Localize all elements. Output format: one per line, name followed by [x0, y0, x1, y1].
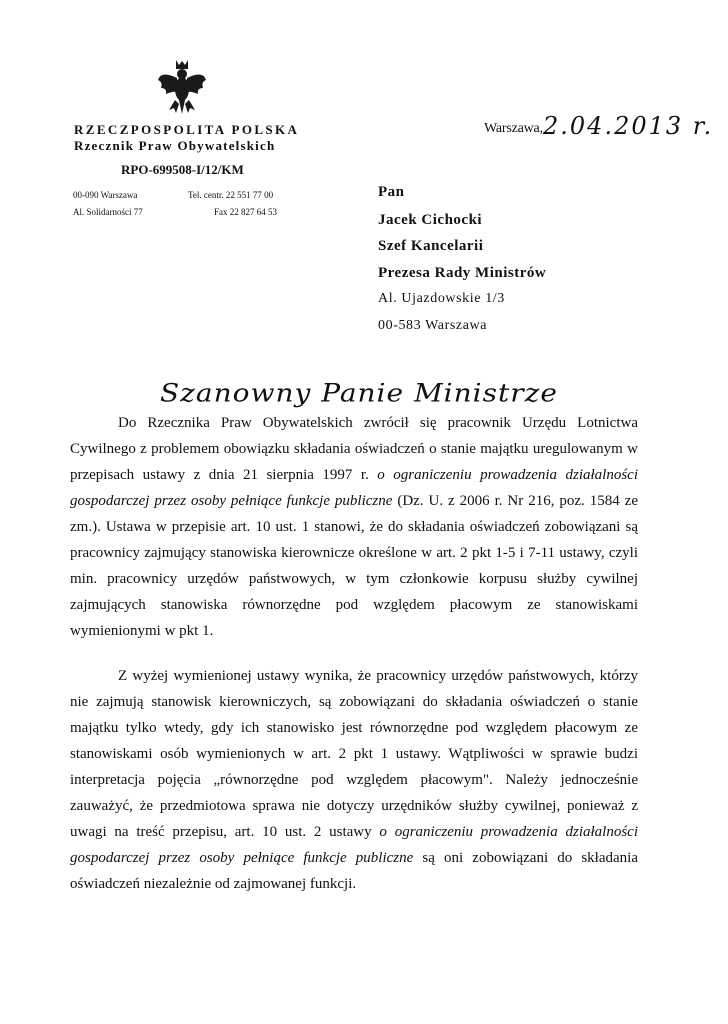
case-reference: RPO-699508-I/12/KM [121, 162, 244, 177]
letter-body [70, 410, 638, 916]
paragraph-1-text: Do Rzecznika Praw Obywatelskich zwrócił się pracownik Urzędu Lotnictwa Cywilnego z problemem obowiązku składania oświadczeń o stanie majątku uregulowanym w przepisach ustawy z dnia 21 sierpnia 1997 r. [70, 415, 638, 483]
institution-name: RZECZPOSPOLITA POLSKA [74, 122, 300, 137]
sender-phone: Tel. centr. 22 551 77 00 [188, 190, 274, 200]
sender-fax: Fax 22 827 64 53 [214, 207, 277, 217]
recipient-position: Szef Kancelarii [378, 238, 484, 254]
handwritten-date: 2.04.2013 r. [543, 112, 714, 140]
body-paragraph-2 [70, 663, 638, 897]
recipient-street: Al. Ujazdowskie 1/3 [378, 291, 505, 306]
paragraph-2-text-continued: są oni zobowiązani do składania oświadczeń niezależnie od zajmowanej funkcji. [70, 850, 638, 892]
institution-subtitle: Rzecznik Praw Obywatelskich [74, 138, 276, 153]
sender-address-street: Al. Solidarności 77 [73, 207, 143, 217]
sender-address-postcode: 00-090 Warszawa [73, 190, 138, 200]
paragraph-2-text: Z wyżej wymienionej ustawy wynika, że pracownicy urzędów państwowych, którzy nie zajmują stanowisk kierowniczych, są zobowiązani do składania oświadczeń o stanie majątku tylko wtedy, gdy ich stanowisko jest równorzędne pod względem płacowym ze stanowiskami osób wymienionych w art. 2 pkt 1 ustawy. Wątpliwości w sprawie budzi interpretacja pojęcia „równorzędne pod względem płacowym". Należy jednocześnie zauważyć, że przedmiotowa sprawa nie dotyczy urzędników służby cywilnej, ponieważ z uwagi na treść przepisu, art. 10 ust. 2 ustawy [70, 668, 638, 840]
eagle-emblem-icon [157, 58, 207, 116]
act-title: o ograniczeniu prowadzenia działalności gospodarczej przez osoby pełniące funkcje publiczne [70, 824, 638, 866]
date-place: Warszawa, [484, 121, 543, 136]
act-title: o ograniczeniu prowadzenia działalności gospodarczej przez osoby pełniące funkcje publiczne [70, 467, 638, 509]
body-paragraph-1 [70, 410, 638, 644]
recipient-office: Prezesa Rady Ministrów [378, 265, 547, 281]
recipient-city: 00-583 Warszawa [378, 318, 488, 333]
paragraph-1-text-continued: (Dz. U. z 2006 r. Nr 216, poz. 1584 ze zm.). Ustawa w przepisie art. 10 ust. 1 stanowi, że do składania oświadczeń zobowiązani są pracownicy zajmujący stanowiska kierownicze określone w art. 2 pkt 1-5 i 7-11 ustawy, czyli min. pracownicy urzędów państwowych, w tym członkowie korpusu służby cywilnej zajmujących stanowiska równorzędne pod względem płacowym ze stanowiskami wymienionymi w pkt 1. [70, 493, 638, 639]
recipient-name: Jacek Cichocki [378, 212, 483, 228]
handwritten-salutation: Szanowny Panie Ministrze [160, 378, 558, 408]
recipient-title: Pan [378, 184, 405, 200]
